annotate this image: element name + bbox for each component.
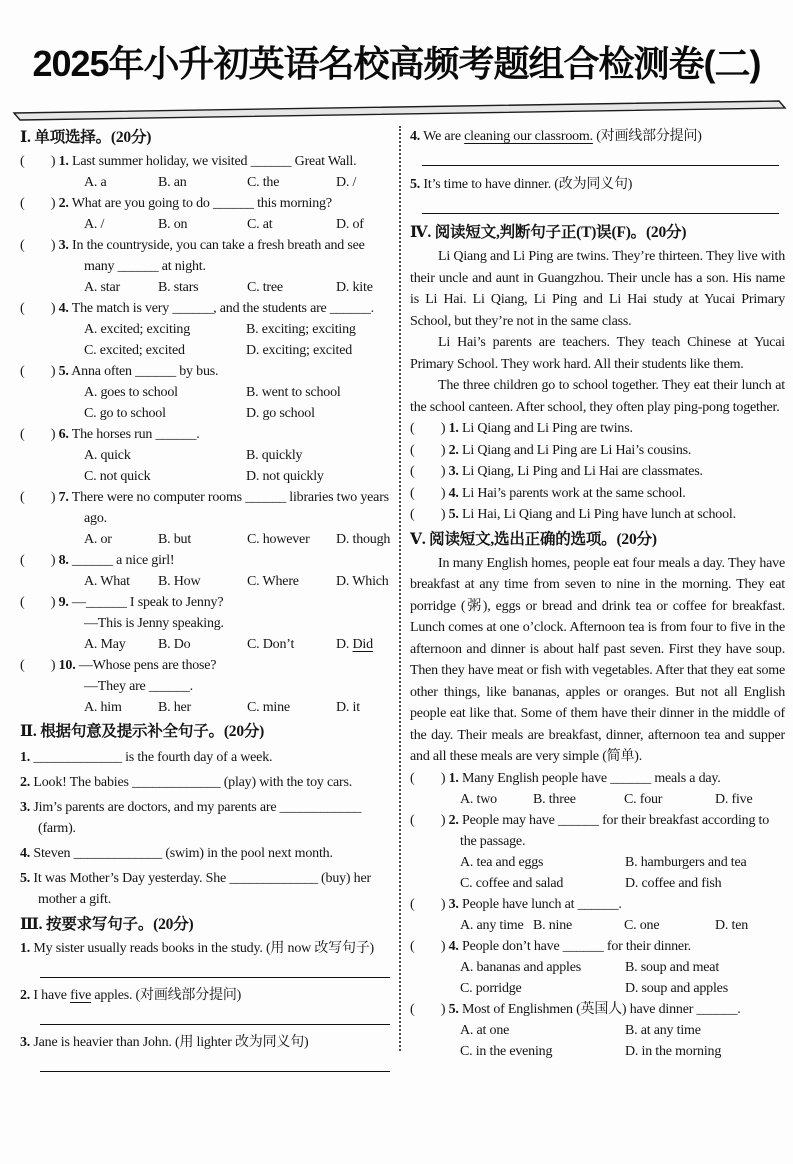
question-text: Last summer holiday, we visited ______ Great Wall. [68,154,357,169]
option-item: B. an [158,175,187,190]
question-number: 5. [55,364,69,379]
option-item: C. at [247,217,273,232]
true-false-statement [410,483,785,505]
section-5-heading: Ⅴ. 阅读短文,选出正确的选项。(20分) [410,530,657,548]
option-item: B. three [533,791,576,807]
options-row [410,915,785,936]
question-text: Most of Englishmen (英国人) have dinner ______. [458,1001,741,1017]
question-text: People may have ______ for their breakfast according to [458,812,770,828]
answer-writing-line [40,959,390,978]
mc-question [410,810,785,894]
options-row [410,852,785,894]
option-item: B. at any time [625,1022,701,1038]
fill-in-first-line [20,868,392,889]
question-number: 8. [55,553,69,568]
question-first-line [20,235,392,256]
option-item: D. though [336,532,391,547]
section-4-true-false-list [410,418,785,526]
section-4-heading: Ⅳ. 阅读短文,判断句子正(T)误(F)。(20分) [410,224,687,241]
fill-in-text: _____________ is the fourth day of a week. [30,750,273,765]
statement-text: Li Qiang, Li Ping and Li Hai are classmates. [458,464,703,479]
item-number: 5. [410,177,421,192]
section-5-reading-passage [410,553,785,768]
option-item: A. at one [460,1022,510,1038]
answer-parentheses: ( ) [20,196,56,211]
statement-text: Li Hai, Li Qiang and Li Ping have lunch at school. [458,507,736,522]
rewrite-sentence-text [410,174,785,195]
answer-parentheses: ( ) [410,442,446,458]
option-item: D. not quickly [246,469,324,484]
item-number: 4. [20,846,31,861]
sentence-text: It’s time to have dinner. (改为同义句) [423,177,633,192]
fill-in-item [20,747,392,768]
question-first-line [20,592,392,613]
statement-text: Li Hai’s parents work at the same school. [458,485,686,501]
question-continuation-line: —This is Jenny speaking. [84,616,224,631]
question-text: People have lunch at ______. [458,896,622,912]
answer-parentheses: ( ) [20,490,56,505]
option-item: A. quick [84,448,131,463]
question-continuation-line: ago. [84,511,107,526]
option-item: C. tree [247,280,283,295]
title-divider-ribbon [0,98,793,122]
question-number: 5. [445,1001,459,1017]
options-row [410,957,785,999]
rewrite-sentence-item [20,1032,392,1072]
mc-question [20,235,392,298]
option-item: C. the [247,175,280,190]
rewrite-sentence-text [20,1032,392,1053]
statement-text: Li Qiang and Li Ping are twins. [458,421,633,436]
question-first-line [410,810,785,831]
question-first-line [20,550,392,571]
question-text: The horses run ______. [68,427,200,442]
item-number: 1. [20,941,31,956]
question-first-line [20,424,392,445]
passage-paragraph: Li Qiang and Li Ping are twins. They’re thirteen. They live with their uncle and aunt in Guangzhou. Their uncle has a son. His name is Li Hai. Li Qiang, Li Ping and Li Hai study at Yucai Primary School, but they’re not in the same class. [410,249,785,329]
question-first-line [20,298,392,319]
option-item: D. it [336,700,360,715]
mc-question [20,655,392,718]
option-item: A. him [84,700,122,715]
option-item: B. hamburgers and tea [625,854,747,870]
options-row [20,277,392,298]
question-text: There were no computer rooms ______ libraries two years [68,490,389,505]
question-number: 9. [55,595,69,610]
option-item: D. of [336,217,364,232]
option-item: D. soup and apples [625,980,728,996]
item-number: 1. [20,750,31,765]
passage-paragraph: The three children go to school together. They eat their lunch at the school canteen. After school, they often play ping-pong together. [410,378,785,415]
options-row [410,789,785,810]
question-first-line [410,936,785,957]
option-item: B. Do [158,637,191,652]
answer-parentheses: ( ) [20,595,56,610]
section-2-item-list [20,747,392,910]
true-false-statement [410,440,785,462]
option-item: D. exciting; excited [246,343,353,358]
section-1-question-list [20,151,392,718]
question-text: What are you going to do ______ this morning? [68,196,332,211]
option-item: A. excited; exciting [84,322,191,337]
mc-question [20,550,392,592]
answer-parentheses: ( ) [410,812,446,828]
question-number: 4. [55,301,69,316]
underlined-text: Did [352,637,373,652]
answer-parentheses: ( ) [410,896,446,912]
section-2-heading: Ⅱ. 根据句意及提示补全句子。(20分) [20,723,265,740]
options-row [20,172,392,193]
question-number: 7. [55,490,69,505]
option-item: C. not quick [84,469,151,484]
question-first-line [410,768,785,789]
options-row [20,571,392,592]
option-item: A. May [84,637,126,652]
option-item: B. quickly [246,448,303,463]
ribbon-bar-graphic [0,98,793,122]
answer-parentheses: ( ) [20,301,56,316]
question-number: 1. [445,770,459,786]
option-item: D. coffee and fish [625,875,722,891]
question-number: 1. [55,154,69,169]
option-item: C. go to school [84,406,166,421]
rewrite-sentence-item [410,174,785,214]
option-item: D. / [336,175,357,190]
rewrite-sentence-item [20,985,392,1025]
options-row [20,214,392,235]
item-number: 3. [20,800,31,815]
question-text: Anna often ______ by bus. [68,364,219,379]
option-item: B. nine [533,917,573,933]
rewrite-sentence-item [410,126,785,166]
option-item: B. her [158,700,192,715]
option-item: C. however [247,532,310,547]
question-text: In the countryside, you can take a fresh breath and see [68,238,365,253]
option-item: D. five [715,791,753,807]
true-false-statement [410,418,785,440]
options-row [20,634,392,655]
section-1-heading: Ⅰ. 单项选择。(20分) [20,129,152,146]
mc-question [20,487,392,550]
item-number: 4. [410,129,421,144]
question-first-line [410,999,785,1020]
question-text: People don’t have ______ for their dinner. [458,938,691,954]
options-row [20,445,392,487]
answer-writing-line [40,1006,390,1025]
options-row [20,382,392,424]
option-item: C. Where [247,574,299,589]
passage-paragraph: In many English homes, people eat four meals a day. They have breakfast at any time from seven to nine in the morning. They eat porridge (粥), eggs or bread and drink tea or coffee for breakfast. Lunch comes at one o’clock. Afternoon tea is from four to five in the afternoon and dinner is about half past seven. First they have soup. Then they have meat or fish with vegetables. After that they eat some other things, like bananas, apples or oranges. But not all English people eat like that. Some of them have their dinner in the middle of the day. Their meals are breakfast, dinner, afternoon tea and supper and all these meals are very simple (简单). [410,555,785,764]
question-first-line [410,894,785,915]
page-title: 2025年小升初英语名校高频考题组合检测卷(二) [32,43,761,84]
options-row [20,529,392,550]
options-row [20,319,392,361]
right-column [410,124,787,1079]
fill-in-text: Jim’s parents are doctors, and my parents are ____________ [30,800,362,815]
fill-in-text: Look! The babies _____________ (play) with the toy cars. [30,775,353,790]
question-number: 10. [55,658,76,673]
option-item: C. coffee and salad [460,875,564,891]
fill-in-text: It was Mother’s Day yesterday. She _____________ (buy) her [30,871,371,886]
question-continuation-line: many ______ at night. [84,259,206,274]
option-item: D. ten [715,917,749,933]
exam-paper-page [0,42,793,1164]
fill-in-item [20,868,392,910]
question-number: 4. [445,938,459,954]
statement-number: 2. [445,442,459,458]
question-text: The match is very ______, and the students are ______. [68,301,374,316]
fill-in-continuation-line: mother a gift. [38,892,112,907]
fill-in-item [20,772,392,793]
answer-parentheses: ( ) [20,238,56,253]
fill-in-continuation-line: (farm). [38,821,76,836]
option-item: D. in the morning [625,1043,722,1059]
item-number: 2. [20,775,31,790]
rewrite-sentence-item [20,938,392,978]
answer-parentheses: ( ) [20,364,56,379]
passage-paragraph: Li Hai’s parents are teachers. They teach Chinese at Yucai Primary School. They work hard. All their students like them. [410,335,785,372]
fill-in-item [20,797,392,839]
section-3-item-list [20,938,392,1072]
answer-parentheses: ( ) [20,553,56,568]
option-item: A. two [460,791,497,807]
option-item: C. four [624,791,663,807]
option-item: B. soup and meat [625,959,720,975]
fill-in-item [20,843,392,864]
sentence-text: My sister usually reads books in the study. (用 now 改写句子) [33,941,375,956]
answer-parentheses: ( ) [410,770,446,786]
option-item: B. went to school [246,385,341,400]
fill-in-first-line [20,747,392,768]
left-column [20,124,392,1079]
statement-number: 5. [445,507,459,522]
statement-number: 3. [445,464,459,479]
fill-in-first-line [20,797,392,818]
options-row [20,697,392,718]
mc-question [410,936,785,999]
mc-question [20,151,392,193]
question-number: 2. [445,812,459,828]
question-text: ______ a nice girl! [68,553,175,568]
options-row [410,1020,785,1062]
question-number: 6. [55,427,69,442]
option-item: A. star [84,280,120,295]
question-number: 3. [55,238,69,253]
option-item: C. mine [247,700,290,715]
option-item: A. bananas and apples [460,959,581,975]
column-divider-dotted-line [399,126,401,1051]
answer-parentheses: ( ) [20,154,56,169]
question-first-line [20,655,392,676]
answer-parentheses: ( ) [20,658,56,673]
rewrite-sentence-text [410,126,785,147]
option-item: A. goes to school [84,385,178,400]
option-item: C. excited; excited [84,343,185,358]
mc-question [20,592,392,655]
question-text: —______ I speak to Jenny? [68,595,224,610]
question-continuation-line: the passage. [460,833,526,849]
fill-in-first-line [20,843,392,864]
answer-parentheses: ( ) [20,427,56,442]
mc-question [20,424,392,487]
two-column-layout [0,124,793,1079]
underlined-text: five [70,988,92,1003]
item-number: 3. [20,1035,31,1050]
option-item: A. What [84,574,130,589]
sentence-text: I have five apples. (对画线部分提问) [33,988,242,1003]
mc-question [20,298,392,361]
option-item: D. Did [336,637,373,652]
section-5-question-list [410,768,785,1062]
option-item: B. but [158,532,192,547]
answer-parentheses: ( ) [410,938,446,954]
sentence-text: Jane is heavier than John. (用 lighter 改为同义句) [33,1035,309,1050]
answer-writing-line [40,1053,390,1072]
item-number: 5. [20,871,31,886]
option-item: B. stars [158,280,199,295]
rewrite-sentence-text [20,938,392,959]
item-number: 2. [20,988,31,1003]
option-item: C. Don’t [247,637,295,652]
true-false-statement [410,504,785,526]
option-item: A. a [84,175,107,190]
question-continuation-line: —They are ______. [84,679,193,694]
fill-in-first-line [20,772,392,793]
section-4-reading-passage [410,246,785,418]
mc-question [20,193,392,235]
option-item: D. kite [336,280,373,295]
statement-text: Li Qiang and Li Ping are Li Hai’s cousins. [458,442,692,458]
answer-parentheses: ( ) [410,485,446,501]
mc-question [410,999,785,1062]
rewrite-sentence-text [20,985,392,1006]
question-number: 2. [55,196,69,211]
question-text: Many English people have ______ meals a day. [458,770,721,786]
section-3-continued-item-list [410,126,785,214]
option-item: A. tea and eggs [460,854,544,870]
fill-in-text: Steven _____________ (swim) in the pool next month. [30,846,333,861]
underlined-text: cleaning our classroom. [464,129,593,144]
question-text: —Whose pens are those? [75,658,217,673]
question-number: 3. [445,896,459,912]
option-item: D. Which [336,574,389,589]
option-item: B. How [158,574,201,589]
mc-question [410,894,785,936]
answer-writing-line [422,195,779,214]
option-item: C. one [624,917,660,933]
mc-question [20,361,392,424]
question-first-line [20,361,392,382]
statement-number: 4. [445,485,459,501]
option-item: A. or [84,532,112,547]
true-false-statement [410,461,785,483]
option-item: D. go school [246,406,315,421]
option-item: C. in the evening [460,1043,553,1059]
section-3-heading: Ⅲ. 按要求写句子。(20分) [20,916,194,933]
answer-parentheses: ( ) [410,507,446,522]
mc-question [410,768,785,810]
question-first-line [20,487,392,508]
answer-parentheses: ( ) [410,421,446,436]
option-item: B. exciting; exciting [246,322,356,337]
option-item: A. any time [460,917,524,933]
question-first-line [20,193,392,214]
question-first-line [20,151,392,172]
answer-writing-line [422,147,779,166]
option-item: C. porridge [460,980,522,996]
statement-number: 1. [445,421,459,436]
answer-parentheses: ( ) [410,1001,446,1017]
option-item: A. / [84,217,105,232]
option-item: B. on [158,217,188,232]
answer-parentheses: ( ) [410,464,446,479]
sentence-text: We are cleaning our classroom. (对画线部分提问) [423,129,702,144]
